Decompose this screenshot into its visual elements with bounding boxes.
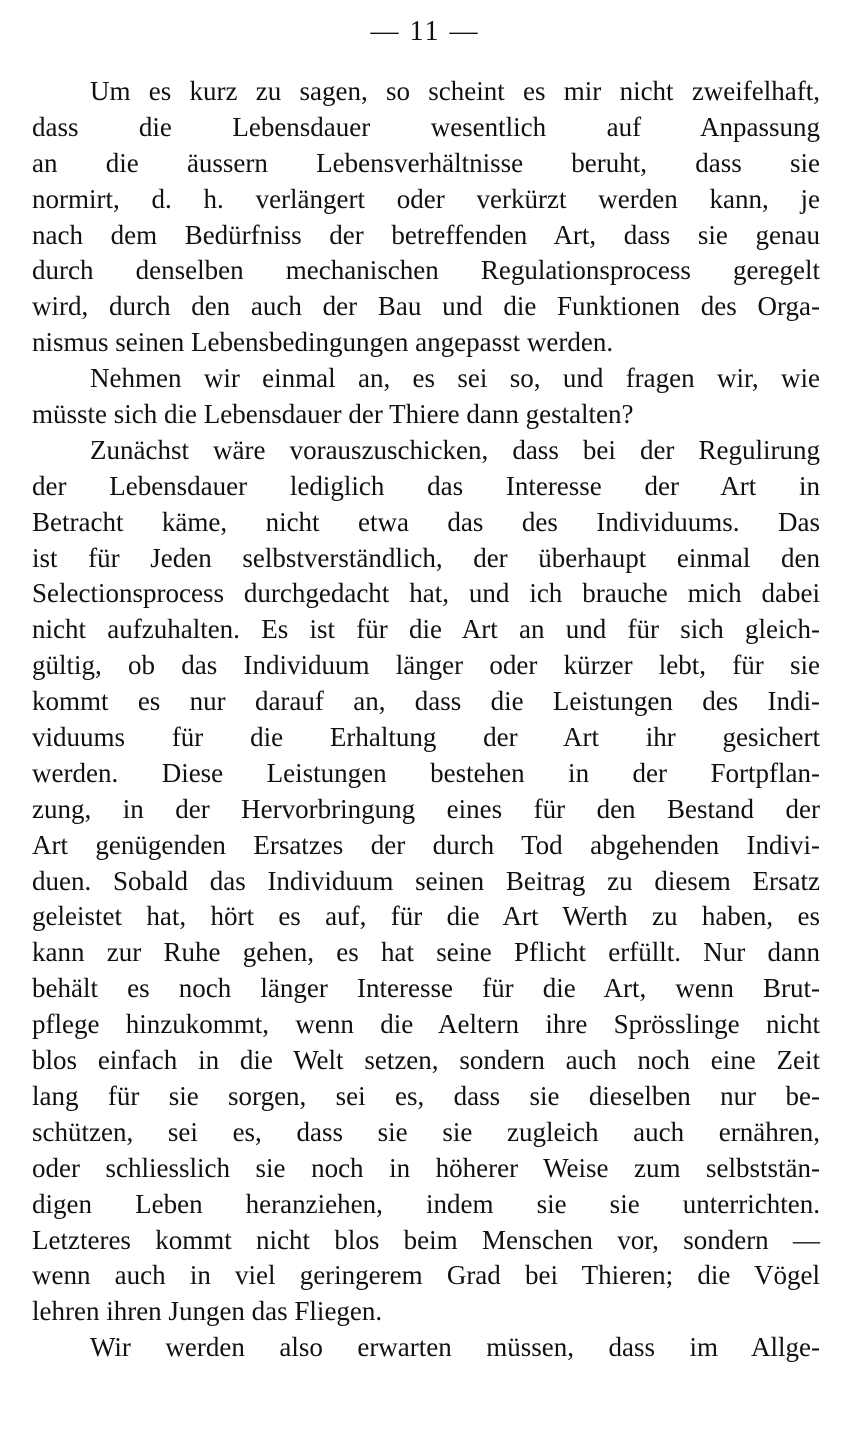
text-line: Betracht käme, nicht etwa das des Individuums. Das (32, 506, 820, 537)
text-line: behält es noch länger Interesse für die Art, wenn Brut- (32, 973, 820, 1004)
text-line: lehren ihren Jungen das Fliegen. (32, 1296, 383, 1327)
text-line: Um es kurz zu sagen, so scheint es mir nicht zweifelhaft, (90, 76, 820, 106)
text-line: der Lebensdauer lediglich das Interesse der Art in (32, 470, 820, 501)
text-line: wenn auch in viel geringerem Grad bei Thieren; die Vögel (32, 1260, 820, 1291)
text-line: oder schliesslich sie noch in höherer Weise zum selbststän- (32, 1152, 820, 1183)
text-line: nicht aufzuhalten. Es ist für die Art an und für sich gleich- (32, 614, 820, 645)
text-line: Selectionsprocess durchgedacht hat, und ich brauche mich dabei (32, 578, 820, 609)
text-line: schützen, sei es, dass sie sie zugleich auch ernähren, (32, 1116, 820, 1147)
text-line: nach dem Bedürfniss der betreffenden Art, dass sie genau (32, 219, 820, 250)
text-line: Letzteres kommt nicht blos beim Menschen vor, sondern — (32, 1224, 820, 1255)
text-line: kann zur Ruhe gehen, es hat seine Pflicht erfüllt. Nur dann (32, 937, 820, 968)
text-line: lang für sie sorgen, sei es, dass sie dieselben nur be- (32, 1080, 820, 1111)
text-line: dass die Lebensdauer wesentlich auf Anpassung (32, 111, 820, 142)
text-line: geleistet hat, hört es auf, für die Art Werth zu haben, es (32, 901, 820, 932)
text-line: durch denselben mechanischen Regulationsprocess geregelt (32, 255, 820, 286)
text-line: zung, in der Hervorbringung eines für den Bestand der (32, 793, 820, 824)
text-line: wird, durch den auch der Bau und die Funktionen des Orga- (32, 291, 820, 322)
text-line: Zunächst wäre vorauszuschicken, dass bei der Regulirung (90, 434, 820, 465)
text-line: duen. Sobald das Individuum seinen Beitrag zu diesem Ersatz (32, 865, 820, 896)
text-line: kommt es nur darauf an, dass die Leistungen des Indi- (32, 686, 820, 717)
text-line: werden. Diese Leistungen bestehen in der Fortpflan- (32, 757, 820, 788)
text-line: Nehmen wir einmal an, es sei so, und fragen wir, wie (90, 363, 820, 394)
text-line: digen Leben heranziehen, indem sie sie unterrichten. (32, 1188, 820, 1219)
text-line: Art genügenden Ersatzes der durch Tod abgehenden Indivi- (32, 829, 820, 860)
text-line: Wir werden also erwarten müssen, dass im Allge- (90, 1332, 820, 1363)
body-text (32, 74, 820, 1366)
text-line: gültig, ob das Individuum länger oder kürzer lebt, für sie (32, 650, 820, 681)
text-line: ist für Jeden selbstverständlich, der überhaupt einmal den (32, 542, 820, 573)
page-number: — 11 — (370, 16, 480, 47)
text-line: normirt, d. h. verlängert oder verkürzt werden kann, je (32, 183, 820, 214)
text-line: müsste sich die Lebensdauer der Thiere dann gestalten? (32, 399, 634, 430)
text-line: blos einfach in die Welt setzen, sondern auch noch eine Zeit (32, 1045, 820, 1076)
text-line: viduums für die Erhaltung der Art ihr gesichert (32, 722, 820, 753)
text-line: pflege hinzukommt, wenn die Aeltern ihre Sprösslinge nicht (32, 1009, 820, 1040)
text-line: nismus seinen Lebensbedingungen angepasst werden. (32, 327, 614, 358)
text-line: an die äussern Lebensverhältnisse beruht, dass sie (32, 147, 820, 178)
